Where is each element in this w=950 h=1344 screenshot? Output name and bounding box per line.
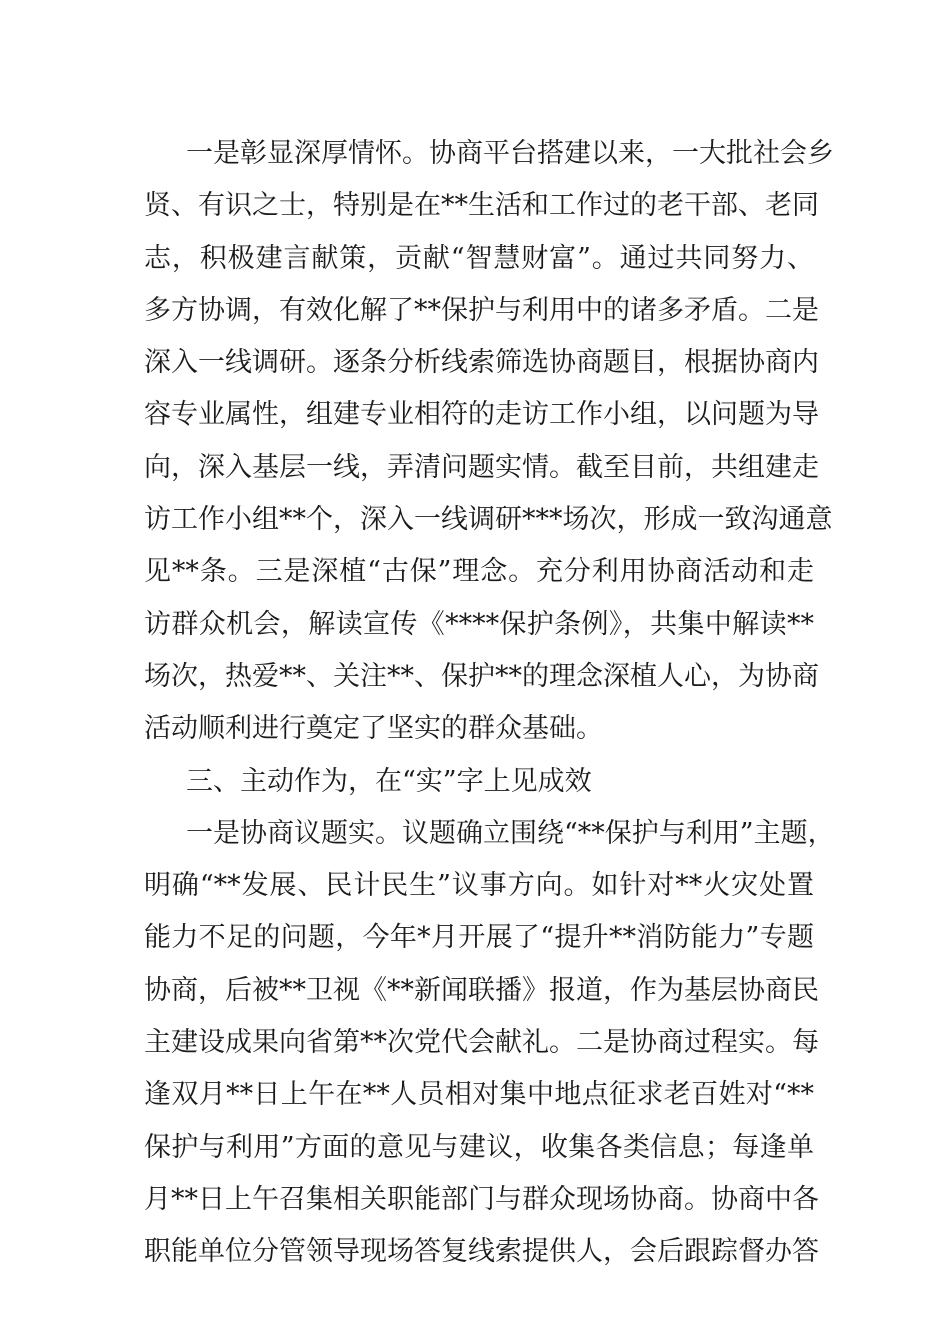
paragraph-line: 明确“**发展、民计民生”议事方向。如针对**火灾处置 xyxy=(144,870,814,902)
paragraph-line: 一是协商议题实。议题确立围绕“**保护与利用”主题， xyxy=(186,817,835,849)
paragraph-line: 访工作小组**个，深入一线调研***场次，形成一致沟通意 xyxy=(144,504,833,536)
paragraph-line: 保护与利用”方面的意见与建议，收集各类信息；每逢单 xyxy=(144,1131,814,1163)
paragraph-line: 场次，热爱**、关注**、保护**的理念深植人心，为协商 xyxy=(144,660,819,692)
body-text xyxy=(144,128,835,1279)
paragraph-line: 月**日上午召集相关职能部门与群众现场协商。协商中各 xyxy=(144,1183,819,1215)
paragraph-line: 志，积极建言献策，贡献“智慧财富”。通过共同努力、 xyxy=(144,242,814,274)
paragraph-line: 多方协调，有效化解了**保护与利用中的诸多矛盾。二是 xyxy=(144,294,819,326)
paragraph-line: 深入一线调研。逐条分析线索筛选协商题目，根据协商内 xyxy=(144,347,819,379)
section-heading: 三、主动作为，在“实”字上见成效 xyxy=(186,765,592,797)
paragraph-line: 协商，后被**卫视《**新闻联播》报道，作为基层协商民 xyxy=(144,974,819,1006)
paragraph-line: 见**条。三是深植“古保”理念。充分利用协商活动和走 xyxy=(144,556,814,588)
paragraph-line: 逢双月**日上午在**人员相对集中地点征求老百姓对“** xyxy=(144,1079,814,1111)
paragraph-line: 一是彰显深厚情怀。协商平台搭建以来，一大批社会乡 xyxy=(186,138,834,169)
paragraph-line: 访群众机会，解读宣传《****保护条例》，共集中解读** xyxy=(144,608,814,640)
paragraph-line: 贤、有识之士，特别是在**生活和工作过的老干部、老同 xyxy=(144,190,819,222)
paragraph-line: 主建设成果向省第**次党代会献礼。二是协商过程实。每 xyxy=(144,1027,819,1059)
paragraph-line: 容专业属性，组建专业相符的走访工作小组，以问题为导 xyxy=(144,399,819,431)
paragraph-line: 向，深入基层一线，弄清问题实情。截至目前，共组建走 xyxy=(144,451,819,483)
paragraph-line: 职能单位分管领导现场答复线索提供人，会后跟踪督办答 xyxy=(144,1236,819,1268)
paragraph-line: 活动顺利进行奠定了坚实的群众基础。 xyxy=(144,713,603,745)
paragraph-line: 能力不足的问题，今年*月开展了“提升**消防能力”专题 xyxy=(144,922,814,954)
